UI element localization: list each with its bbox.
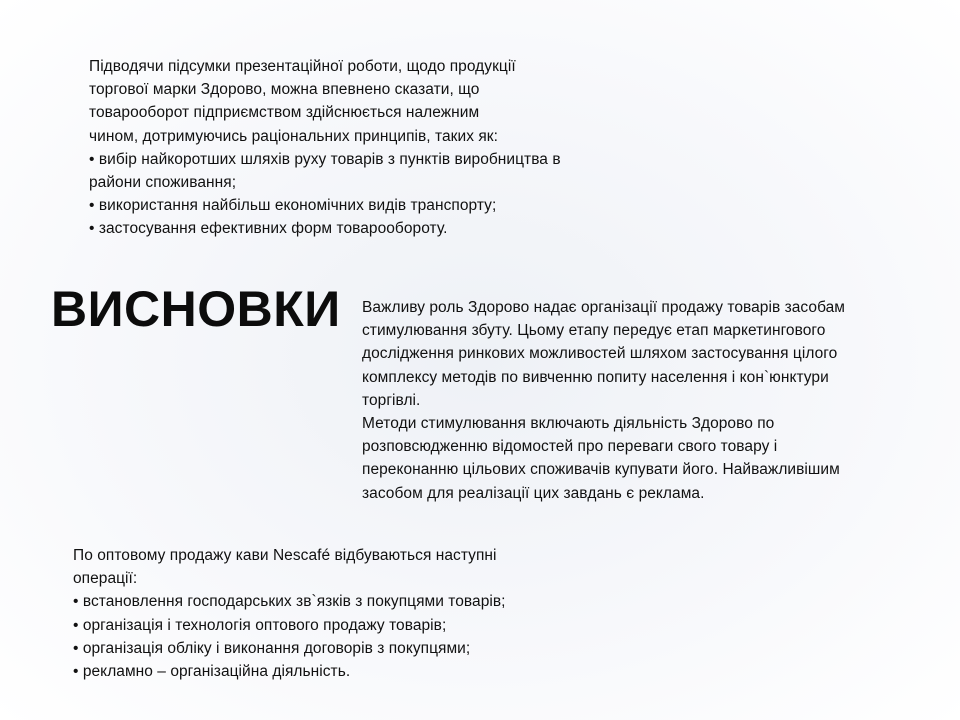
- promotion-line: торгівлі.: [362, 391, 421, 409]
- promotion-line: Методи стимулювання включають діяльність Здорово по: [362, 415, 775, 433]
- promotion-line: розповсюдженню відомостей про переваги свого товару і: [362, 438, 778, 456]
- wholesale-line: операції:: [73, 570, 138, 588]
- wholesale-bullet: • організація обліку і виконання договорів з покупцями;: [73, 637, 573, 660]
- wholesale-text-block: [73, 544, 573, 683]
- wholesale-line: По оптовому продажу кави Nescafé відбуваються наступні: [73, 547, 497, 564]
- promotion-text-block: [362, 296, 907, 505]
- summary-line: товарооборот підприємством здійснюється належним: [89, 104, 480, 122]
- summary-bullet: • застосування ефективних форм товарообороту.: [89, 217, 579, 240]
- wholesale-bullet: • рекламно – організаційна діяльність.: [73, 660, 573, 683]
- summary-bullet: • вибір найкоротших шляхів руху товарів з пунктів виробництва в райони споживання;: [89, 148, 579, 194]
- slide-title: ВИСНОВКИ: [51, 281, 341, 337]
- summary-line: торгової марки Здорово, можна впевнено сказати, що: [89, 81, 480, 99]
- wholesale-bullet: • встановлення господарських зв`язків з покупцями товарів;: [73, 590, 573, 613]
- promotion-line: переконанню цільових споживачів купувати його. Найважливішим: [362, 461, 840, 479]
- wholesale-bullet: • організація і технологія оптового продажу товарів;: [73, 614, 573, 637]
- promotion-line: дослідження ринкових можливостей шляхом застосування цілого: [362, 345, 838, 363]
- promotion-line: Важливу роль Здорово надає організації продажу товарів засобам: [362, 299, 846, 316]
- summary-bullet: • використання найбільш економічних видів транспорту;: [89, 194, 579, 217]
- promotion-line: засобом для реалізації цих завдань є реклама.: [362, 484, 705, 502]
- summary-line: Підводячи підсумки презентаційної роботи, щодо продукції: [89, 58, 516, 75]
- summary-line: чином, дотримуючись раціональних принципів, таких як:: [89, 127, 498, 145]
- summary-text-block: [89, 55, 579, 241]
- promotion-line: стимулювання збуту. Цьому етапу передує етап маркетингового: [362, 322, 826, 340]
- promotion-line: комплексу методів по вивченню попиту населення і кон`юнктури: [362, 368, 829, 386]
